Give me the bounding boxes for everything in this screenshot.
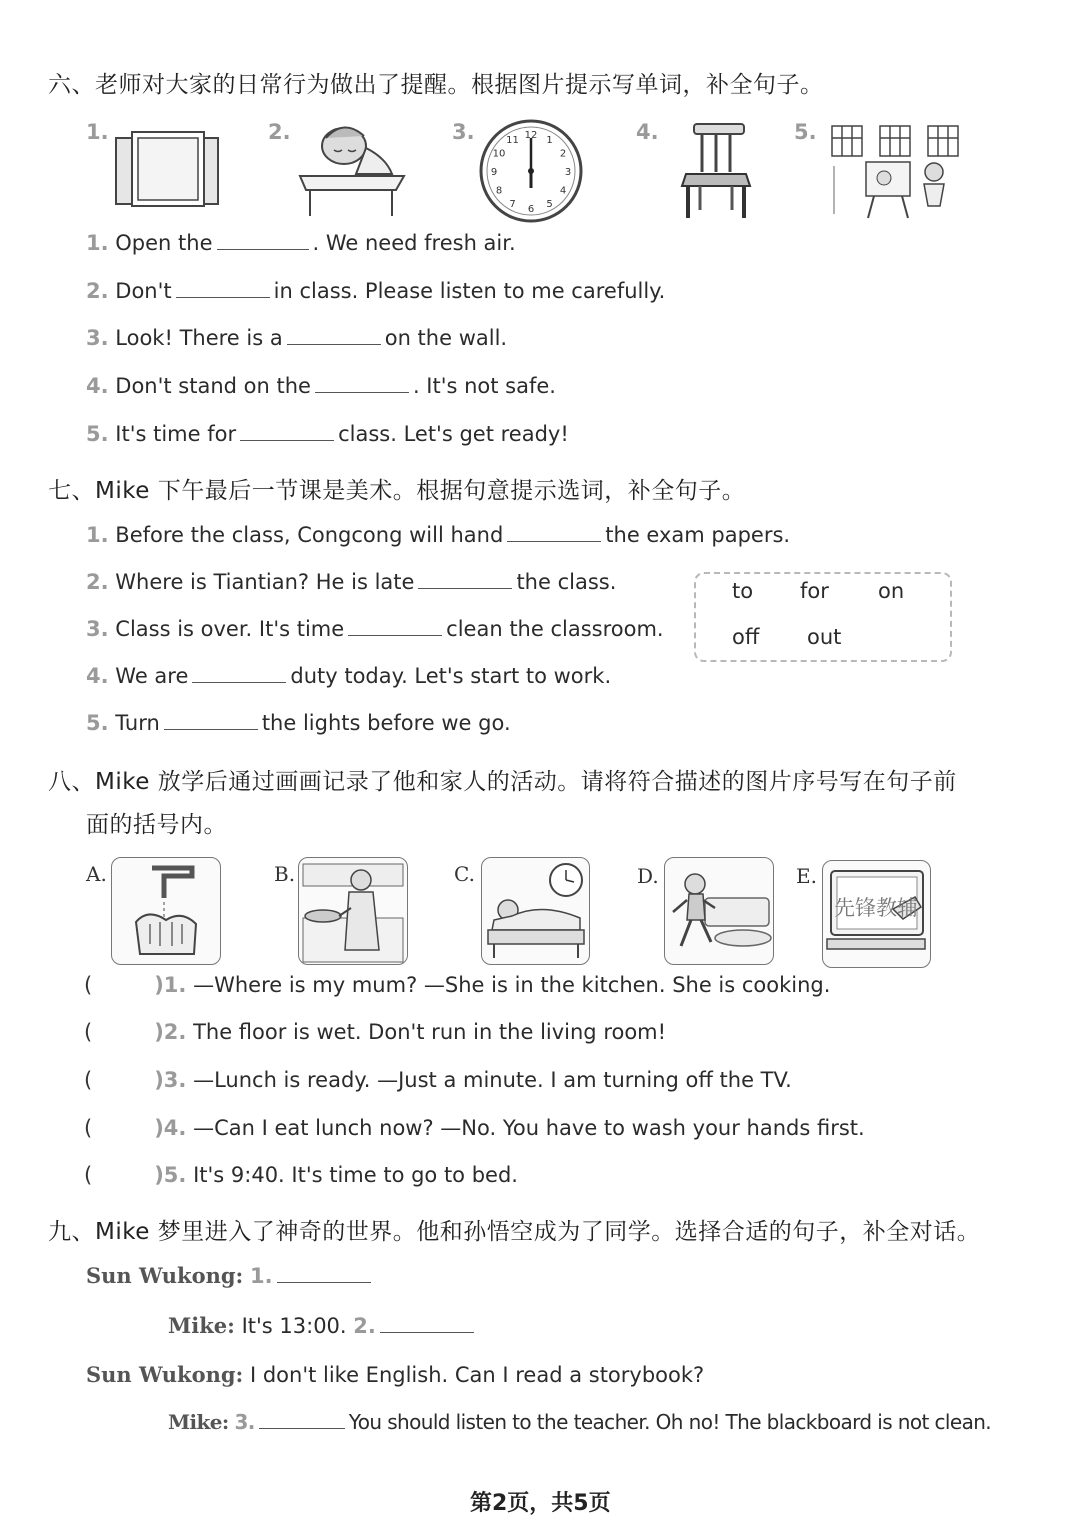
s7-item-4 [86, 664, 611, 688]
s7-item-2 [86, 570, 616, 594]
pic-num-3: 3. [452, 120, 475, 144]
s7-item-2-num: 2. [86, 570, 109, 594]
s8-item-2-text: The floor is wet. Don't run in the living room! [193, 1020, 667, 1044]
s8-item-4-text: —Can I eat lunch now? —No. You have to wash your hands first. [193, 1116, 865, 1140]
word-option-for: for [800, 579, 829, 603]
clock-numeral: 5 [546, 199, 553, 210]
section9-heading: 九、Mike 梦里进入了神奇的世界。他和孙悟空成为了同学。选择合适的句子，补全对话。 [48, 1219, 981, 1245]
answer-blank[interactable] [277, 1264, 371, 1283]
section7-heading: 七、Mike 下午最后一节课是美术。根据句意提示选词，补全句子。 [48, 478, 746, 504]
s6-item-4-before: Don't stand on the [115, 374, 311, 398]
s7-item-5 [86, 711, 511, 735]
pic-letter-a: A. [86, 862, 107, 886]
s8-item-4-num: )4. [154, 1116, 187, 1140]
answer-paren-open[interactable]: ( [84, 1116, 93, 1140]
s7-item-1-after: the exam papers. [605, 523, 791, 547]
s8-item-5 [84, 1163, 518, 1187]
s8-item-1-text: —Where is my mum? —She is in the kitchen. She is cooking. [193, 973, 831, 997]
answer-paren-open[interactable]: ( [84, 1068, 93, 1092]
s6-item-1-before: Open the [115, 231, 213, 255]
s6-item-4 [86, 374, 556, 398]
pic-num-4: 4. [636, 120, 659, 144]
pic-num-5: 5. [794, 120, 817, 144]
s7-item-4-before: We are [115, 664, 189, 688]
s8-item-1-num: )1. [154, 973, 187, 997]
clock-numeral: 4 [559, 185, 567, 197]
s7-item-3-before: Class is over. It's time [115, 617, 345, 641]
s7-item-3-after: clean the classroom. [446, 617, 664, 641]
s6-item-3 [86, 326, 507, 350]
sleeping-in-bed-icon [481, 857, 590, 965]
s7-item-5-num: 5. [86, 711, 109, 735]
speaker-sun-wukong: Sun Wukong: [86, 1263, 244, 1288]
answer-blank[interactable] [240, 422, 334, 441]
dialogue-num: 2. [353, 1314, 376, 1338]
cooking-mum-icon [298, 857, 408, 965]
word-option-to: to [732, 579, 754, 603]
clock-numeral: 6 [527, 204, 535, 215]
dialogue-num: 3. [234, 1410, 255, 1434]
s6-item-1 [86, 231, 516, 255]
answer-paren-open[interactable]: ( [84, 1163, 93, 1187]
chair-icon [680, 120, 752, 222]
answer-paren-open[interactable]: ( [84, 1020, 93, 1044]
s6-item-3-num: 3. [86, 326, 109, 350]
s8-item-5-num: )5. [154, 1163, 187, 1187]
word-option-off: off [732, 625, 760, 649]
s7-item-5-after: the lights before we go. [261, 711, 511, 735]
word-option-out: out [807, 625, 842, 649]
washing-hands-icon [111, 857, 221, 965]
clock-numeral: 9 [490, 167, 498, 178]
s8-item-3-text: —Lunch is ready. —Just a minute. I am turning off the TV. [193, 1068, 792, 1092]
clock-icon [478, 118, 584, 224]
s7-item-3 [86, 617, 664, 641]
pic-num-1: 1. [86, 120, 109, 144]
s8-item-5-text: It's 9:40. It's time to go to bed. [193, 1163, 518, 1187]
page-footer: 第2页，共5页 [470, 1491, 611, 1516]
s6-item-2-num: 2. [86, 279, 109, 303]
clock-numeral: 2 [559, 148, 567, 160]
dialogue-num: 1. [249, 1264, 273, 1288]
section6-heading: 六、老师对大家的日常行为做出了提醒。根据图片提示写单词，补全句子。 [48, 72, 824, 98]
clock-numeral: 12 [524, 130, 538, 141]
answer-blank[interactable] [259, 1410, 345, 1429]
s7-item-4-after: duty today. Let's start to work. [290, 664, 612, 688]
dialogue-text: It's 13:00. [241, 1314, 347, 1338]
answer-blank[interactable] [418, 570, 512, 589]
s8-item-2-num: )2. [154, 1020, 187, 1044]
s7-item-2-before: Where is Tiantian? He is late [115, 570, 415, 594]
clock-numeral: 7 [509, 199, 516, 210]
s8-item-1 [84, 973, 830, 997]
s8-item-3 [84, 1068, 792, 1092]
s6-item-2-before: Don't [115, 279, 172, 303]
section8-heading-line2: 面的括号内。 [86, 812, 227, 838]
s7-item-1-before: Before the class, Congcong will hand [115, 523, 504, 547]
answer-blank[interactable] [507, 523, 601, 542]
s6-item-5-before: It's time for [115, 422, 237, 446]
answer-blank[interactable] [176, 279, 270, 298]
word-option-on: on [878, 579, 905, 603]
clock-numeral: 10 [492, 148, 506, 160]
pic-letter-c: C. [454, 862, 475, 886]
answer-blank[interactable] [217, 231, 309, 250]
speaker-sun-wukong: Sun Wukong: [86, 1362, 244, 1387]
speaker-mike: Mike: [168, 1410, 229, 1434]
watermark: 先锋教辅 [834, 896, 918, 920]
dialogue-line-1 [86, 1263, 375, 1288]
answer-blank[interactable] [164, 711, 258, 730]
clock-numeral: 1 [546, 135, 553, 146]
s6-item-3-after: on the wall. [384, 326, 508, 350]
s6-item-2 [86, 279, 665, 303]
s6-item-3-before: Look! There is a [115, 326, 283, 350]
dialogue-line-4 [168, 1410, 991, 1434]
s6-item-5 [86, 422, 569, 446]
s7-item-3-num: 3. [86, 617, 109, 641]
answer-blank[interactable] [192, 664, 286, 683]
s6-item-1-after: . We need fresh air. [312, 231, 516, 255]
s6-item-1-num: 1. [86, 231, 109, 255]
s8-item-3-num: )3. [154, 1068, 187, 1092]
clock-numeral: 3 [564, 167, 572, 178]
running-boy-icon [664, 857, 774, 965]
dialogue-line-3 [86, 1362, 704, 1387]
s6-item-4-after: . It's not safe. [412, 374, 556, 398]
window-icon [112, 128, 222, 210]
s7-item-2-after: the class. [516, 570, 617, 594]
answer-paren-open[interactable]: ( [84, 973, 93, 997]
art-class-icon [826, 122, 966, 220]
s7-item-4-num: 4. [86, 664, 109, 688]
section8-heading-line1: 八、Mike 放学后通过画画记录了他和家人的活动。请将符合描述的图片序号写在句子前 [48, 769, 957, 795]
clock-numeral: 8 [495, 185, 503, 197]
speaker-mike: Mike: [168, 1313, 235, 1338]
s7-item-5-before: Turn [115, 711, 160, 735]
pic-letter-b: B. [274, 862, 296, 886]
pic-letter-d: D. [637, 864, 659, 888]
dialogue-text: I don't like English. Can I read a storybook? [249, 1363, 705, 1387]
s7-item-1-num: 1. [86, 523, 109, 547]
s7-item-1 [86, 523, 790, 547]
s6-item-5-num: 5. [86, 422, 109, 446]
clock-numeral: 11 [506, 135, 519, 146]
s8-item-4 [84, 1116, 865, 1140]
dialogue-text: You should listen to the teacher. Oh no! The blackboard is not clean. [348, 1410, 992, 1434]
answer-blank[interactable] [315, 374, 409, 393]
answer-blank[interactable] [287, 326, 381, 345]
answer-blank[interactable] [380, 1314, 474, 1333]
sleeping-student-icon [296, 118, 408, 218]
dialogue-line-2 [168, 1313, 478, 1338]
s8-item-2 [84, 1020, 666, 1044]
s6-item-2-after: in class. Please listen to me carefully. [273, 279, 666, 303]
pic-num-2: 2. [268, 120, 291, 144]
answer-blank[interactable] [348, 617, 442, 636]
s6-item-4-num: 4. [86, 374, 109, 398]
pic-letter-e: E. [796, 864, 817, 888]
s6-item-5-after: class. Let's get ready! [338, 422, 569, 446]
